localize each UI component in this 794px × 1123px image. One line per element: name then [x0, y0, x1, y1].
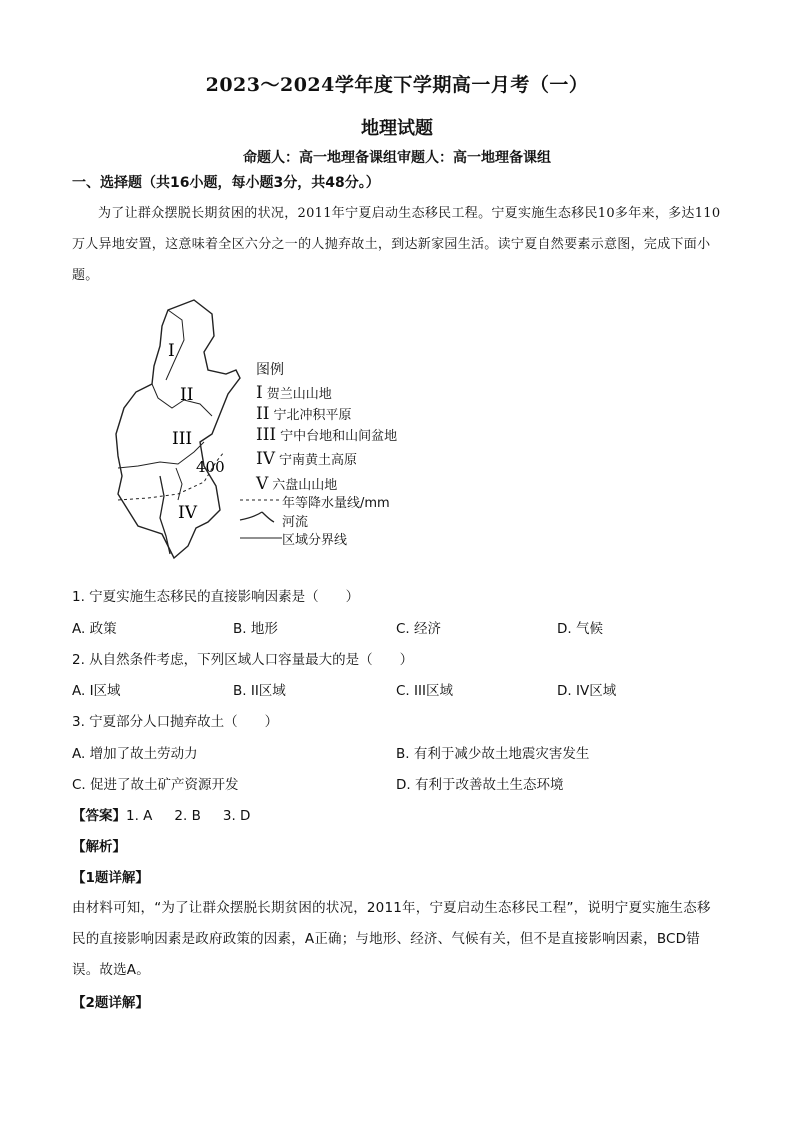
legend-symbol: III — [256, 425, 277, 445]
region-label-iii: III — [172, 429, 193, 449]
legend-item — [256, 404, 351, 424]
legend-symbol: I — [256, 383, 263, 403]
q2-detail-label: 【2题详解】 — [72, 995, 149, 1011]
question-3-stem: 3. 宁夏部分人口抛弃故土（ ） — [72, 714, 279, 730]
river-branch — [176, 468, 182, 500]
question-2-option-b: B. II区域 — [233, 683, 286, 699]
legend-symbol: V — [256, 474, 269, 494]
legend-text: 宁南黄土高原 — [279, 453, 358, 468]
legend-symbol: IV — [256, 449, 275, 469]
question-3-option-a: A. 增加了故土劳动力 — [72, 746, 198, 762]
legend-item — [256, 449, 357, 469]
question-3-option-d: D. 有利于改善故土生态环境 — [396, 777, 564, 793]
question-2-stem: 2. 从自然条件考虑，下列区域人口容量最大的是（ ） — [72, 652, 414, 668]
legend-boundary-text: 区域分界线 — [282, 533, 348, 548]
answer-label: 【答案】 — [72, 808, 126, 824]
legend-text: 贺兰山山地 — [266, 387, 332, 402]
q1-detail-text: 由材料可知，“为了让群众摆脱长期贫困的状况，2011年，宁夏启动生态移民工程”，说明宁夏实施生态移民的直接影响因素是政府政策的因素，A正确；与地形、经济、气候有关，但不是直接影响因素，BCD错误。故选A。 — [72, 900, 711, 978]
isohyet-label: 400 — [196, 458, 225, 476]
answer-line — [72, 804, 250, 824]
intro-paragraph: 为了让群众摆脱长期贫困的状况，2011年宁夏启动生态移民工程。宁夏实施生态移民10多年来，多达110万人异地安置，这意味着全区六分之一的人抛弃故土，到达新家园生活。读宁夏自然要素示意图，完成下面小题。 — [72, 206, 721, 283]
section-heading: 一、选择题（共16小题，每小题3分，共48分。） — [72, 175, 380, 191]
question-2-option-a: A. I区域 — [72, 683, 121, 699]
answer-value: 1. A — [126, 808, 153, 824]
legend-item — [256, 383, 332, 403]
river-icon — [240, 512, 274, 522]
question-1-option-c: C. 经济 — [396, 621, 442, 637]
legend-item — [256, 425, 397, 445]
q1-detail-label: 【1题详解】 — [72, 870, 149, 886]
question-1-option-a: A. 政策 — [72, 621, 117, 637]
legend-line-icons — [238, 492, 284, 544]
subject-title: 地理试题 — [361, 118, 433, 139]
legend-text: 宁北冲积平原 — [273, 408, 352, 423]
question-1-option-b: B. 地形 — [233, 621, 278, 637]
analysis-label: 【解析】 — [72, 839, 126, 855]
legend-title: 图例 — [256, 362, 284, 378]
question-3-option-b: B. 有利于减少故土地震灾害发生 — [396, 746, 590, 762]
region-label-iv: IV — [178, 503, 197, 523]
answer-value: 3. D — [222, 808, 251, 824]
answer-value: 2. B — [174, 808, 201, 824]
question-3-option-c: C. 促进了故土矿产资源开发 — [72, 777, 239, 793]
author-line: 命题人：高一地理备课组审题人：高一地理备课组 — [243, 150, 551, 166]
question-2-option-d: D. IV区域 — [557, 683, 617, 699]
legend-isohyet-text: 年等降水量线/mm — [282, 496, 390, 511]
river-line — [160, 476, 170, 554]
region-label-i: I — [168, 341, 175, 361]
legend-symbol: II — [256, 404, 270, 424]
legend-item — [256, 474, 337, 494]
legend-river-text: 河流 — [282, 515, 309, 530]
question-1-option-d: D. 气候 — [557, 621, 603, 637]
legend-text: 宁中台地和山间盆地 — [280, 429, 398, 444]
question-2-option-c: C. III区域 — [396, 683, 453, 699]
exam-title: 2023～2024学年度下学期高一月考（一） — [205, 74, 589, 96]
question-1-stem: 1. 宁夏实施生态移民的直接影响因素是（ ） — [72, 589, 360, 605]
legend-text: 六盘山山地 — [272, 478, 338, 493]
region-label-ii: II — [180, 385, 194, 405]
